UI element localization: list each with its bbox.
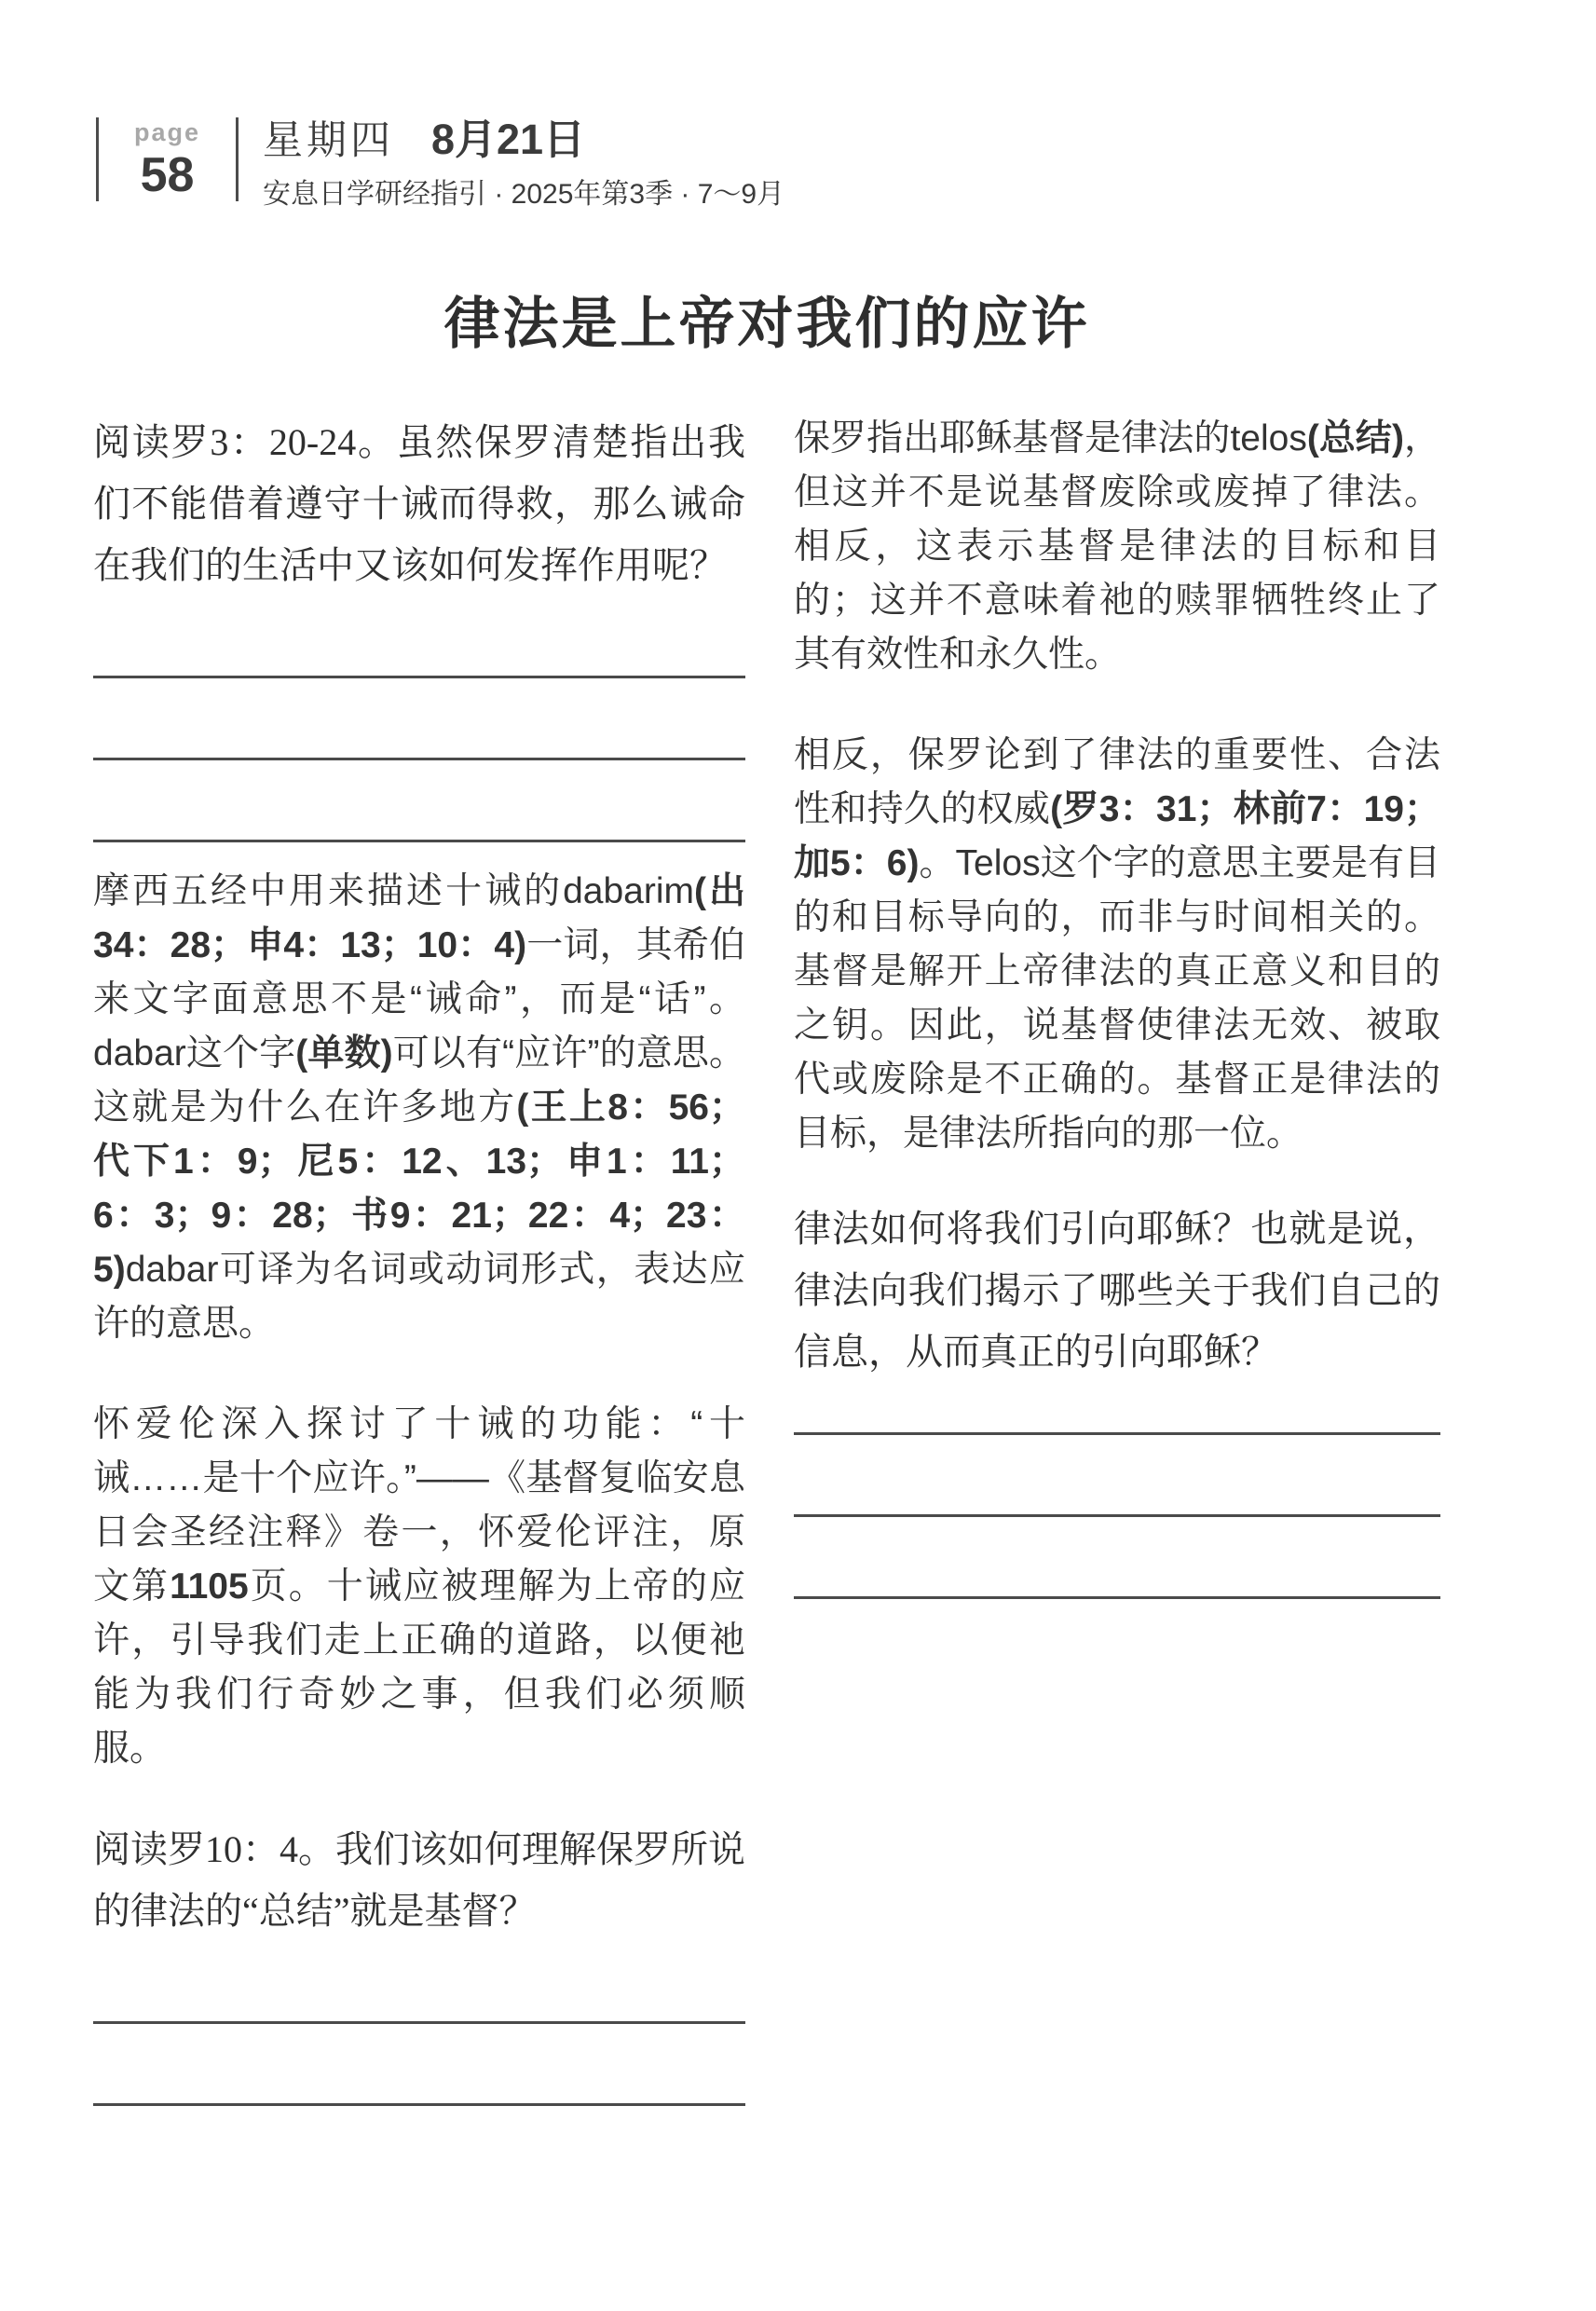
answer-line[interactable] <box>93 2024 745 2106</box>
answer-line[interactable] <box>93 1942 745 2024</box>
column-right <box>794 412 1440 1599</box>
bible-reference: 1105 <box>170 1566 249 1607</box>
header-date-line <box>263 117 784 162</box>
text-segment: 律法如何将我们引向耶稣？也就是说，律法向我们揭示了哪些关于我们自己的信息，从而真正的引向耶稣？ <box>794 1208 1440 1373</box>
answer-line[interactable] <box>794 1517 1440 1599</box>
body-paragraph <box>93 1398 745 1776</box>
answer-lines <box>93 596 745 842</box>
text-segment: 相反，保罗论到了律法的重要性、合法性和持久的权威 <box>794 735 1440 829</box>
answer-line[interactable] <box>93 596 745 678</box>
bible-reference: (出34：28；申4：13；10：4) <box>93 871 745 965</box>
answer-lines <box>93 1942 745 2106</box>
question-paragraph <box>93 1819 745 1942</box>
column-left <box>93 412 745 2106</box>
bible-reference: (单数) <box>295 1033 393 1073</box>
body-paragraph <box>93 865 745 1351</box>
text-segment: 可以有“应许”的意思。这就是为什么在许多地方 <box>93 1033 745 1128</box>
header-text-block <box>263 116 785 211</box>
header-publication: 安息日学研经指引 · 2025年第3季 · 7～9月 <box>263 179 785 211</box>
answer-lines <box>794 1383 1440 1599</box>
question-paragraph <box>93 412 745 596</box>
header-weekday: 星期四 <box>263 118 394 163</box>
text-segment: 阅读罗10：4。我们该如何理解保罗所说的律法的“总结”就是基督？ <box>93 1828 745 1932</box>
answer-line[interactable] <box>794 1383 1440 1435</box>
answer-line[interactable] <box>93 678 745 760</box>
page-number: 58 <box>140 148 195 202</box>
bible-reference: (总结) <box>1306 418 1404 458</box>
answer-line[interactable] <box>93 760 745 842</box>
page-label: page <box>133 118 201 146</box>
text-segment: dabar可译为名词或动词形式，表达应许的意思。 <box>93 1250 745 1344</box>
vertical-divider <box>236 117 239 201</box>
body-paragraph <box>794 729 1440 1161</box>
text-segment: 页。十诫应被理解为上帝的应许，引导我们走上正确的道路，以便祂能为我们行奇妙之事，但我们必须顺服。 <box>93 1566 745 1769</box>
question-paragraph <box>794 1198 1440 1383</box>
text-segment: ，但这并不是说基督废除或废掉了律法。相反，这表示基督是律法的目标和目的；这并不意味着祂的赎罪牺牲终止了其有效性和永久性。 <box>794 418 1440 675</box>
body-paragraph <box>794 412 1440 682</box>
bible-reference: (罗3：31；林前7：19；加5：6) <box>794 789 1440 883</box>
answer-line[interactable] <box>794 1435 1440 1517</box>
page-title: 律法是上帝对我们的应许 <box>443 294 1090 355</box>
page-number-block <box>99 117 236 201</box>
bible-reference: (王上8：56；代下1：9；尼5：12、13；申1：11；6：3；9：28；书9：21；22：4；23：5) <box>93 1087 745 1290</box>
text-segment: 摩西五经中用来描述十诫的dabarim <box>93 871 694 911</box>
text-segment: 阅读罗3：20-24。虽然保罗清楚指出我们不能借着遵守十诫而得救，那么诫命在我们的生活中又该如何发挥作用呢？ <box>93 421 745 586</box>
text-segment: 。Telos这个字的意思主要是有目的和目标导向的，而非与时间相关的。基督是解开上帝律法的真正意义和目的之钥。因此，说基督使律法无效、被取代或废除是不正确的。基督正是律法的目标，是律法所指向的那一位。 <box>794 843 1440 1154</box>
text-segment: 保罗指出耶稣基督是律法的telos <box>794 418 1307 458</box>
text-segment: 怀爱伦深入探讨了十诫的功能：“十诫……是十个应许。”——《基督复临安息日会圣经注释》卷一，怀爱伦评注，原文第 <box>93 1404 745 1607</box>
page-header <box>96 116 785 211</box>
header-date: 8月21日 <box>431 116 586 163</box>
text-segment: 一词，其希伯来文字面意思不是“诫命”，而是“话”。dabar这个字 <box>93 925 745 1073</box>
